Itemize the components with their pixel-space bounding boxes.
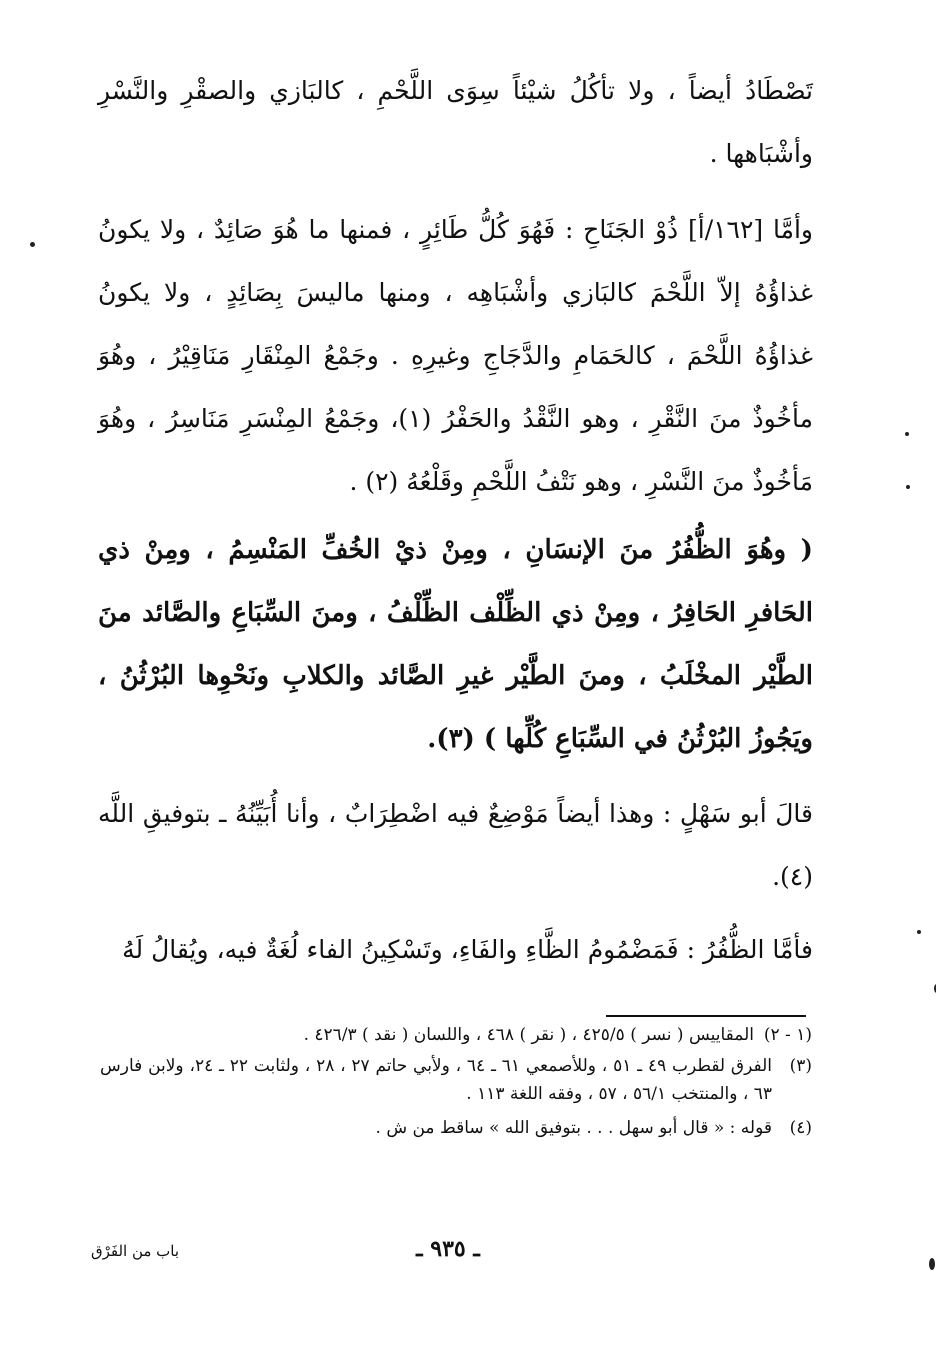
- scan-speck: [30, 242, 35, 247]
- footnote-number: (١ - ٢): [763, 1025, 812, 1045]
- footnote-text: المقاييس ( نسر ) ٤٢٥/٥ ، ( نقر ) ٤٦٨ ، واللسان ( نقد ) ٤٢٦/٣ .: [303, 1025, 754, 1045]
- footnote-text: الفرق لقطرب ٤٩ ـ ٥١ ، وللأصمعي ٦١ ـ ٦٤ ، ولأبي حاتم ٢٧ ، ٢٨ ، ولثابت ٢٢ ـ ٢٤، ولابن فارس ٦٣ ، والمنتخب ٥٦/١ ، ٥٧ ، وفقه اللغة ١١٣ .: [100, 1056, 772, 1104]
- scan-speck: [905, 432, 909, 436]
- scan-speck: [917, 930, 921, 934]
- footnote-number: (٣): [789, 1056, 812, 1076]
- page-number: ـ ٩٣٥ ـ: [416, 1236, 480, 1262]
- footnote-3: [100, 1114, 812, 1142]
- chapter-title: باب من الفَرْق: [90, 1242, 180, 1260]
- paragraph-3-quote: ( وهُوَ الظُّفُرُ منَ الإنسَانِ ، ومِنْ ذيْ الخُفِّ المَنْسِمُ ، ومِنْ ذي الحَافرِ الحَافِرُ ، ومِنْ ذي الظِّلْف الظِّلْفُ ، ومنَ السِّبَاعِ والصَّائد منَ الطَّيْر المخْلَبُ ، ومنَ الطَّيْر غيرِ الصَّائد والكلابِ ونَحْوِها البُرْثُنُ ، ويَجُوزُ البُرْثُنُ في السِّبَاعِ كُلِّها ) (٣).: [98, 535, 813, 754]
- footnotes: [100, 1021, 812, 1142]
- footnote-number: (٤): [789, 1118, 812, 1138]
- footnote-2: [100, 1052, 812, 1108]
- paragraph-1: تَصْطَادُ أيضاً ، ولا تأكُلُ شيْئاً سِوَى اللَّحْمِ ، كالبَازي والصقْرِ والنَّسْرِ وأشْبَاهها .: [98, 76, 813, 168]
- footnote-text: قوله : « قال أبو سهل . . . بتوفيق الله » ساقط من ش .: [375, 1118, 772, 1138]
- paragraph-4: قالَ أبو سَهْلٍ : وهذا أيضاً مَوْضِعٌ فيه اضْطِرَابٌ ، وأنا أُبَيِّنُهُ ـ بتوفيقِ اللَّه (٤).: [98, 799, 813, 891]
- scan-speck: [929, 1258, 935, 1270]
- footnote-1: [100, 1021, 812, 1049]
- paragraph-2: وأمَّا [١٦٢/أ] ذُوْ الجَنَاحِ : فَهُوَ كُلُّ طَائِرٍ ، فمنها ما هُوَ صَائِدٌ ، ولا يكونُ غذاؤُهُ إلاّ اللَّحْمَ كالبَازي وأشْبَاهِه ، ومنها ماليسَ بِصَائِدٍ ، ولا يكونُ غذاؤُهُ اللَّحْمَ ، كالحَمَامِ والدَّجَاجِ وغيرِهِ . وجَمْعُ المِنْقَارِ مَنَاقِيْرُ ، وهُوَ مأخُوذٌ منَ النَّقْرِ ، وهو النَّقْدُ والحَفْرُ (١)، وجَمْعُ المِنْسَرِ مَنَاسِرُ ، وهُوَ مَأخُوذٌ منَ النَّسْرِ ، وهو نَتْفُ اللَّحْمِ وقَلْعُهُ (٢) .: [98, 215, 814, 496]
- footnote-separator: [606, 1015, 806, 1017]
- paragraph-5: فأمَّا الظُّفُرُ : فَمَضْمُومُ الظَّاءِ والفَاءِ، وتَسْكِينُ الفاء لُغَةٌ فيه، ويُقالُ لَهُ: [122, 935, 813, 964]
- scan-speck: [906, 485, 910, 489]
